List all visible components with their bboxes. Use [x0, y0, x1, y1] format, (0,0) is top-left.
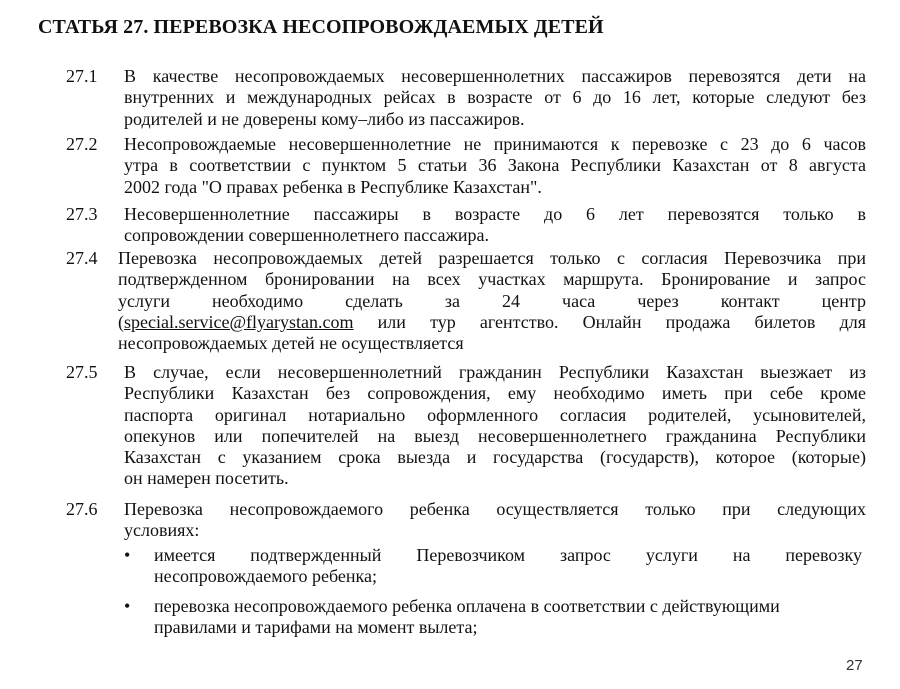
clause-line: Казахстан с указанием срока выезда и государства (государств), которое (которые) — [124, 447, 866, 468]
clause-text — [124, 362, 866, 490]
bullet-line: правилами и тарифами на момент вылета; — [154, 617, 478, 638]
clause-number: 27.6 — [66, 499, 98, 519]
clause-text — [124, 204, 866, 247]
clause-line: 2002 года "О правах ребенка в Республике Казахстан". — [124, 176, 542, 197]
clause-text — [124, 499, 866, 542]
clause-line: Перевозка несопровождаемого ребенка осуществляется только при следующих — [124, 499, 866, 519]
clause-27-5 — [66, 362, 866, 490]
clause-line: подтвержденном бронировании на всех участках маршрута. Бронирование и запрос — [118, 269, 866, 290]
link-open-paren: ( — [118, 311, 124, 332]
clause-line: внутренних и международных рейсах в возрасте от 6 до 16 лет, которые следуют без — [124, 87, 866, 108]
clause-line: Перевозка несопровождаемых детей разрешается только с согласия Перевозчика при — [118, 248, 866, 268]
clause-line: опекунов или попечителей на выезд несовершеннолетнего гражданина Республики — [124, 425, 866, 446]
clause-number: 27.2 — [66, 134, 98, 154]
clause-line: Несовершеннолетние пассажиры в возрасте до 6 лет перевозятся только в — [124, 204, 866, 224]
clause-line: сопровождении совершеннолетнего пассажира. — [124, 225, 490, 246]
clause-line: несопровождаемых детей не осуществляется — [118, 333, 464, 354]
email-link[interactable]: special.service@flyarystan.com — [124, 311, 354, 332]
link-suffix-text: или тур агентство. Онлайн продажа билетов для — [353, 311, 866, 332]
clause-line: паспорта оригинал нотариально оформленного согласия родителей, усыновителей, — [124, 404, 866, 425]
clause-27-4 — [66, 248, 866, 354]
clause-number: 27.4 — [66, 248, 98, 268]
clause-line: родителей и не доверены кому–либо из пассажиров. — [124, 108, 525, 129]
clause-27-6 — [66, 499, 866, 542]
clause-line: В качестве несопровождаемых несовершеннолетних пассажиров перевозятся дети на — [124, 66, 866, 86]
clause-line — [118, 312, 866, 333]
page-number: 27 — [846, 657, 863, 674]
bullet-text — [154, 596, 862, 639]
clause-text — [124, 134, 866, 198]
bullet-text — [154, 545, 862, 588]
clause-line: В случае, если несовершеннолетний гражданин Республики Казахстан выезжает из — [124, 362, 866, 382]
clause-number: 27.1 — [66, 66, 98, 86]
clause-line: утра в соответствии с пунктом 5 статьи 36 Закона Республики Казахстан от 8 августа — [124, 155, 866, 176]
bullet-line: перевозка несопровождаемого ребенка оплачена в соответствии с действующими — [154, 596, 780, 616]
clause-text — [118, 248, 866, 354]
clause-number: 27.5 — [66, 362, 98, 382]
clause-line: Республики Казахстан без сопровождения, ему необходимо иметь при себе кроме — [124, 383, 866, 404]
bullet-dot-icon: • — [124, 596, 131, 616]
article-title: СТАТЬЯ 27. ПЕРЕВОЗКА НЕСОПРОВОЖДАЕМЫХ ДЕТЕЙ — [38, 16, 604, 38]
bullet-line: несопровождаемого ребенка; — [154, 566, 378, 587]
clause-number: 27.3 — [66, 204, 98, 224]
clause-27-3 — [66, 204, 866, 247]
clause-line: услуги необходимо сделать за 24 часа через контакт центр — [118, 290, 866, 311]
clause-line: Несопровождаемые несовершеннолетние не принимаются к перевозке с 23 до 6 часов — [124, 134, 866, 154]
bullet-dot-icon: • — [124, 545, 131, 565]
clause-text — [124, 66, 866, 130]
clause-27-2 — [66, 134, 866, 198]
clause-line: условиях: — [124, 520, 200, 541]
bullet-line: имеется подтвержденный Перевозчиком запрос услуги на перевозку — [154, 545, 862, 565]
clause-27-1 — [66, 66, 866, 130]
clause-line: он намерен посетить. — [124, 468, 289, 489]
bullet-item — [122, 545, 862, 588]
bullet-item — [122, 596, 862, 639]
